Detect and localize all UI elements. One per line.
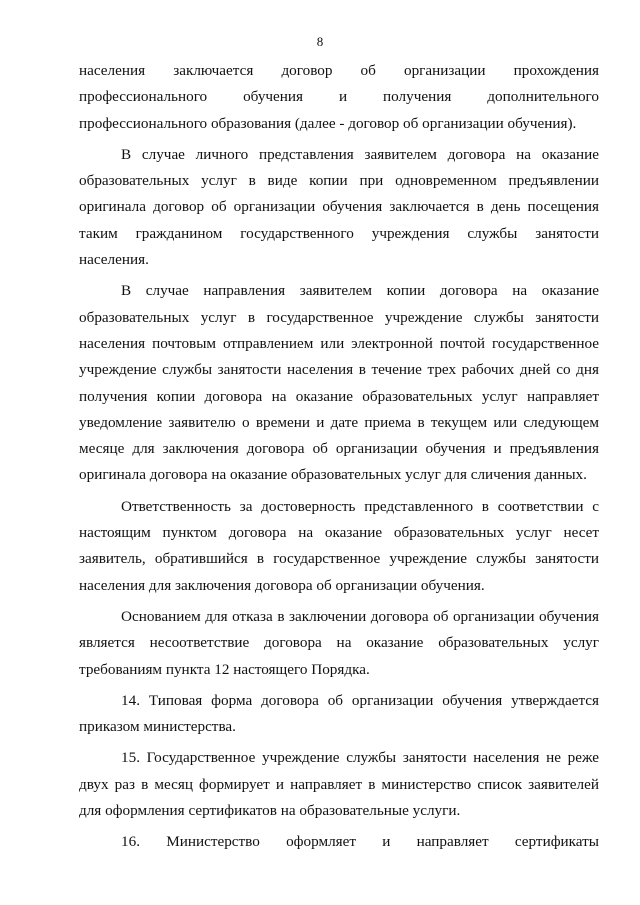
paragraph-continuation: населения заключается договор об организации прохождения профессионального обучения и получения дополнительного профессионального образования (далее - договор об организации обучения). <box>79 62 599 132</box>
document-body <box>79 58 599 856</box>
paragraph-item-14: 14. Типовая форма договора об организации обучения утверждается приказом министерства. <box>79 691 599 736</box>
paragraph-copy-submission: В случае направления заявителем копии договора на оказание образовательных услуг в государственное учреждение службы занятости населения почтовым отправлением или электронной почтой государственное учреждение службы занятости населения в течение трех рабочих дней со дня получения копии договора на оказание образовательных услуг направляет уведомление заявителю о времени и дате приема в текущем или следующем месяце для заключения договора об организации обучения и предъявления оригинала договора на оказание образовательных услуг для сличения данных. <box>79 282 599 484</box>
paragraph-personal-submission: В случае личного представления заявителем договора на оказание образовательных услуг в виде копии при одновременном предъявлении оригинала договор об организации обучения заключается в день посещения таким гражданином государственного учреждения службы занятости населения. <box>79 145 599 269</box>
paragraph-refusal-grounds: Основанием для отказа в заключении договора об организации обучения является несоответствие договора на оказание образовательных услуг требованиям пункта 12 настоящего Порядка. <box>79 607 599 678</box>
page-number: 8 <box>316 34 324 49</box>
paragraph-item-15: 15. Государственное учреждение службы занятости населения не реже двух раз в месяц формирует и направляет в министерство список заявителей для оформления сертификатов на образовательные услуги. <box>79 749 599 820</box>
paragraph-item-16: 16. Министерство оформляет и направляет сертификаты <box>121 833 599 851</box>
paragraph-responsibility: Ответственность за достоверность представленного в соответствии с настоящим пунктом договора на оказание образовательных услуг несет заявитель, обратившийся в государственное учреждение службы занятости населения для заключения договора об организации обучения. <box>79 497 599 594</box>
